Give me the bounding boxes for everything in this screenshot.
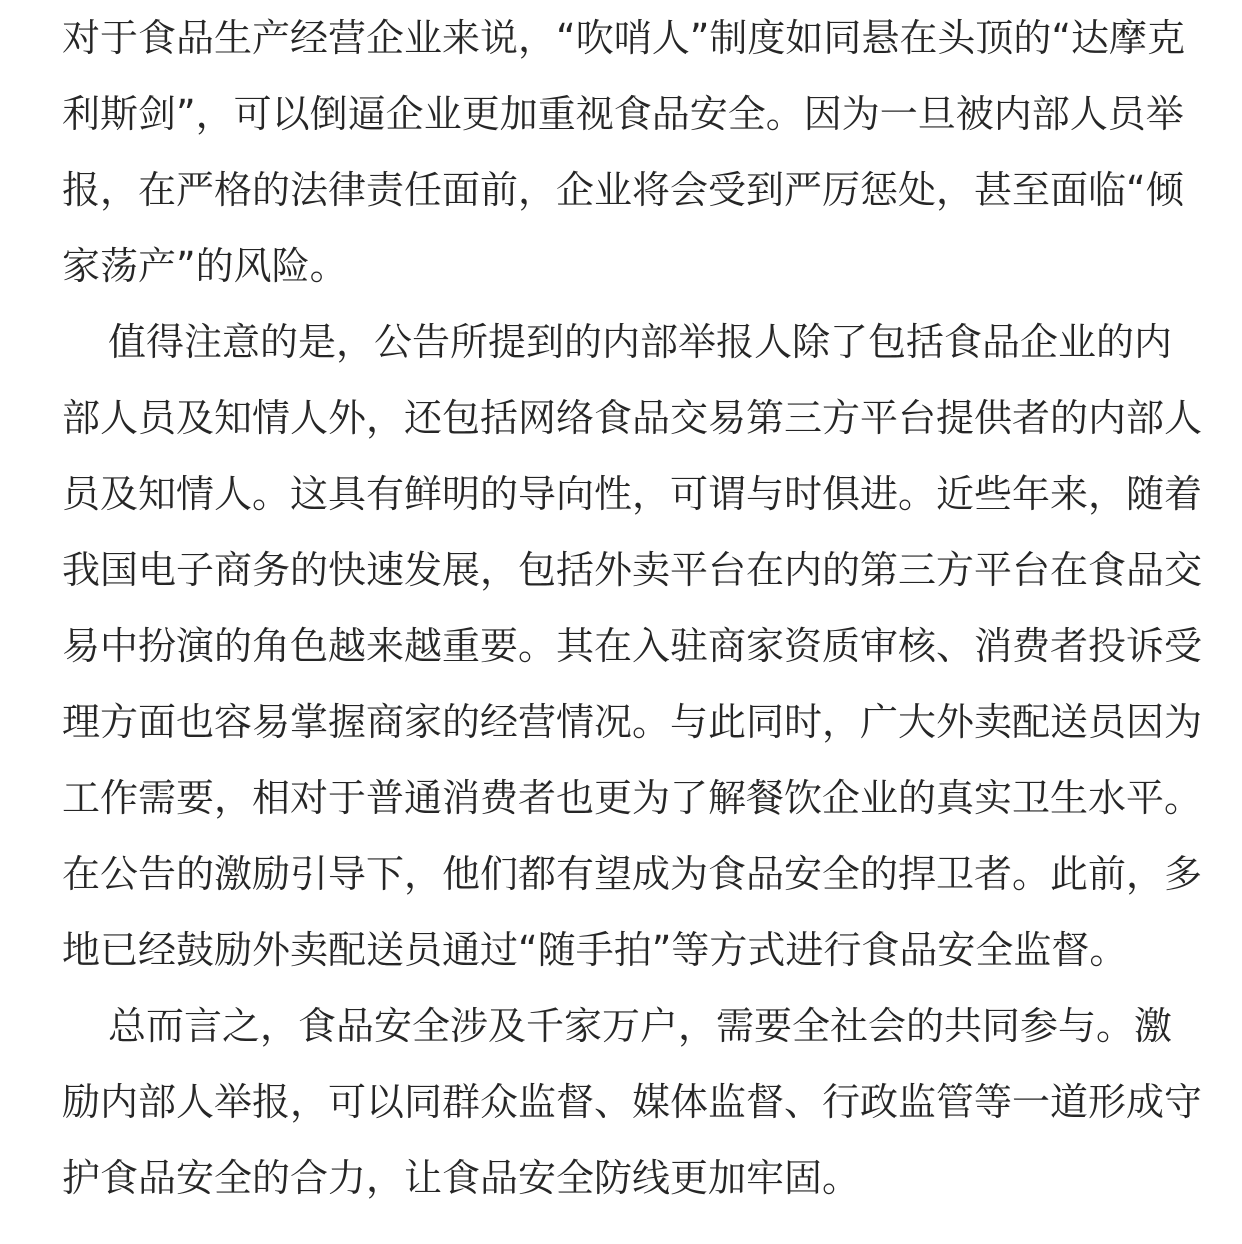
- text-line: 利斯剑”，可以倒逼企业更加重视食品安全。因为一旦被内部人员举: [62, 92, 1184, 136]
- text-line: 在公告的激励引导下，他们都有望成为食品安全的捍卫者。此前，多: [62, 852, 1202, 896]
- text-line: 励内部人举报，可以同群众监督、媒体监督、行政监管等一道形成守: [62, 1080, 1202, 1124]
- text-line: 部人员及知情人外，还包括网络食品交易第三方平台提供者的内部人: [62, 396, 1202, 440]
- text-line: 员及知情人。这具有鲜明的导向性，可谓与时俱进。近些年来，随着: [62, 472, 1202, 516]
- article-body: [62, 0, 1202, 1216]
- text-line: 地已经鼓励外卖配送员通过“随手拍”等方式进行食品安全监督。: [62, 928, 1128, 972]
- text-line: 我国电子商务的快速发展，包括外卖平台在内的第三方平台在食品交: [62, 548, 1202, 592]
- text-line: 工作需要，相对于普通消费者也更为了解餐饮企业的真实卫生水平。: [62, 776, 1202, 820]
- paragraph-start-line: 总而言之，食品安全涉及千家万户，需要全社会的共同参与。激: [108, 1004, 1173, 1048]
- text-line: 对于食品生产经营企业来说，“吹哨人”制度如同悬在头顶的“达摩克: [62, 16, 1186, 60]
- text-line: 理方面也容易掌握商家的经营情况。与此同时，广大外卖配送员因为: [62, 700, 1202, 744]
- text-line: 易中扮演的角色越来越重要。其在入驻商家资质审核、消费者投诉受: [62, 624, 1202, 668]
- paragraph-start-line: 值得注意的是，公告所提到的内部举报人除了包括食品企业的内: [108, 320, 1173, 364]
- text-line: 护食品安全的合力，让食品安全防线更加牢固。: [62, 1156, 861, 1200]
- text-line: 家荡产”的风险。: [62, 244, 348, 288]
- text-line: 报，在严格的法律责任面前，企业将会受到严厉惩处，甚至面临“倾: [62, 168, 1184, 212]
